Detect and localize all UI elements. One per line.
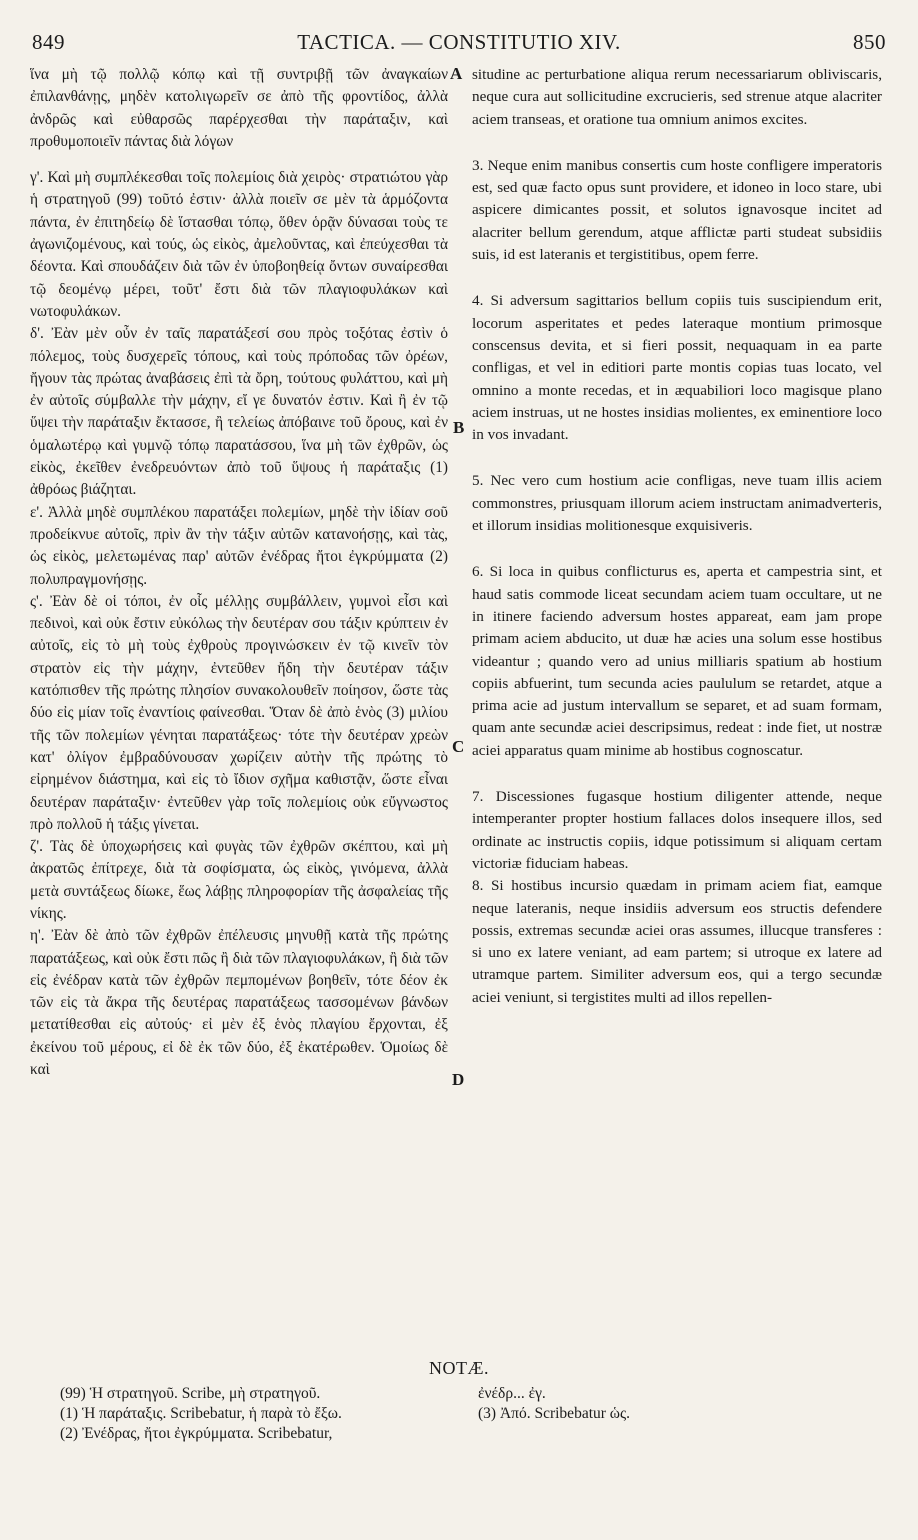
- running-header: [32, 30, 886, 60]
- margin-letter-b: B: [453, 418, 465, 437]
- greek-paragraph: γ'. Καὶ μὴ συμπλέκεσθαι τοῖς πολεμίοις διὰ χειρὸς· στρατιώτου γὰρ ἡ στρατηγοῦ (99) τοῦτό ἐστιν· ἀλλὰ ποιεῖν σε μὲν τὰ ἁρμόζοντα πάντα, ἐν ἐπιτηδείῳ δὲ ἵστασθαι τόπῳ, ὅθεν ὁρᾷν δύνασαι τοὺς τε ἀγωνιζομένους, καὶ τούς, ὡς εἰκὸς, ἀμελοῦντας, καὶ ἐπεύχεσθαι τὰ δέοντα. Καὶ σπουδάζειν διὰ τῶν ἐν ὑποβοηθείᾳ ὄντων συναίρεσθαι τῷ δεομένῳ μέρει, τοῦτ' ἔστι διὰ τῶν πλαγιοφυλάκων καὶ νωτοφυλάκων.: [30, 169, 448, 320]
- latin-paragraph: 6. Si loca in quibus conflicturus es, aperta et campestria sint, et haud satis commode liceat secundam aciem tuam occultare, ut ne in itinere faciendo adversum hostes appareat, eam jam prope primam aciem abducito, ut duæ hæ acies una solum esse hostibus videantur ; quando vero ad unius milliaris spatium ab hostium copiis abfuerint, tum secunda acies paululum se retardet, atque a prima acie ad justum intervallum se separet, et ad suam formam, quam ante secundæ aciei descripsimus, redeat : inde fiet, ut nostræ aciei apparatus quam minime ab hostibus cognoscatur.: [472, 563, 882, 759]
- notes-heading: NOTÆ.: [429, 1358, 489, 1378]
- margin-letter-c: C: [452, 737, 465, 756]
- page-number-left: 849: [32, 30, 65, 54]
- greek-paragraph: ζ'. Τὰς δὲ ὑποχωρήσεις καὶ φυγὰς τῶν ἐχθρῶν σκέπτου, καὶ μὴ ἀκρατῶς ἐπίτρεχε, διὰ τὰ σοφίσματα, ὡς εἰκὸς, γινόμενα, ἀλλὰ μετὰ συντάξεως δίωκε, ἕως λάβῃς πληροφορίαν τῆς ἀσφαλείας τῆς νίκης.: [30, 838, 448, 922]
- latin-paragraph: 5. Nec vero cum hostium acie confligas, neve tuam illis aciem commonstres, priusquam illorum aciem instructam animadverteris, et illorum insidias molitionesque exquisiveris.: [472, 472, 882, 535]
- latin-paragraph: situdine ac perturbatione aliqua rerum necessariarum obliviscaris, neque cura aut sollicitudine excrucieris, sed strenue atque alacriter aciem transeas, et oratione tua omnium animos excites.: [472, 66, 882, 128]
- latin-paragraph: 7. Discessiones fugasque hostium diligenter attende, neque intemperanter propter hostium fallaces dolos insequere illos, sed ordinate ac instructis copiis, idque potissimum si aliquam certam victoriæ fiduciam habeas.: [472, 788, 882, 872]
- greek-paragraph: η'. Ἐὰν δὲ ἀπὸ τῶν ἐχθρῶν ἐπέλευσις μηνυθῇ κατὰ τῆς πρώτης παρατάξεως, καὶ οὐκ ἔστι πῶς ἢ διὰ τῶν πλαγιοφυλάκων, ἢ διὰ τῶν εἰς ἐνέδραν κατὰ τῶν ἐχθρῶν πεμπομένων βοηθεῖν, τότε δέον ἐκ τῶν εἰς τὰ ἄκρα τῆς δευτέρας παρατάξεως τασσομένων βάνδων μετατίθεσθαι εἰς αὐτούς· εἰ μὲν ἐξ ἑνὸς πλαγίου ἔρχονται, ἐξ ἐκείνου τοῦ μέρους, εἰ δὲ ἐκ τῶν δύο, ἐξ ἑκατέρωθεν. Ὁμοίως δὲ καὶ: [30, 927, 448, 1079]
- latin-paragraph: 8. Si hostibus incursio quædam in primam aciem fiat, eamque neque lateranis, neque insidiis adversum eos structis defendere possis, extremas secundæ aciei oras assumes, illucque transferes : si uno ex latere veniant, ad eam partem; si utroque ex latere ad utramque partem. Similiter adversum eos, qui a tergo secundæ aciei veniunt, si tergistites multi ad illos repellen-: [472, 877, 882, 1006]
- margin-letter-d: D: [452, 1070, 465, 1089]
- notes-right: [478, 1384, 878, 1424]
- latin-paragraph: 3. Neque enim manibus consertis cum hoste confligere imperatoris est, sed quæ facto opus sunt providere, et idoneo in loco stare, ubi aspicere dimicantes possit, et solutos ignavosque incitet ad alacriter bellum gerendum, atque afflictæ parti studeat subsidiis suis, id est lateranis et tergistitibus, opem ferre.: [472, 156, 882, 264]
- greek-paragraph: δ'. Ἐὰν μὲν οὖν ἐν ταῖς παρατάξεσί σου πρὸς τοξότας ἐστὶν ὁ πόλεμος, τοὺς δυσχερεῖς τόπους, καὶ τοὺς πρόποδας τῶν ὀρέων, ἤγουν τὰς πρώτας ἀναβάσεις ἐπὶ τὰ ὄρη, τούτους φυλάττου, καὶ μὴ ἐν αὐτοῖς σύμβαλλε τὴν μάχην, εἴ γε δυνατόν ἐστιν. Καὶ ἢ ἐν τῷ ὕψει τὴν παράταξιν ἔκτασσε, ἢ τελείως ἀπόβαινε τοῦ ὄρους, καὶ ἐν ὁμαλωτέρῳ καὶ γυμνῷ τόπῳ παρατάσσου, ἵνα μὴ τῶν ἐχθρῶν, ὡς εἰκὸς, ἐκεῖθεν ἐνεδρευόντων ἀπὸ τοῦ ὕψους ἡ παράταξις (1) ἀθρόως βιάζηται.: [30, 325, 448, 499]
- greek-paragraph: ε'. Ἀλλὰ μηδὲ συμπλέκου παρατάξει πολεμίων, μηδὲ τὴν ἰδίαν σοῦ προδείκνυε αὐτοῖς, πρὶν ἂν τὴν τάξιν αὐτῶν κατανοήσῃς, καὶ τὰς, ὡς εἰκὸς, μελετωμένας παρ' αὐτῶν ἐνέδρας ἤτοι ἐγκρύμματα (2) πολυπραγμονήσῃς.: [30, 503, 448, 588]
- greek-paragraph: ς'. Ἐὰν δὲ οἱ τόποι, ἐν οἷς μέλλῃς συμβάλλειν, γυμνοὶ εἶσι καὶ πεδινοὶ, καὶ οὐκ ἔστιν εὐκόλως τὴν δευτέραν σου τάξιν κρύπτειν ἐν αὐτοῖς, εἰς τὸ μὴ τοὺς ἐχθροὺς προγινώσκειν ἐν τῷ κινεῖν τὸν στρατὸν εἰς τὴν μάχην, ἐντεῦθεν ἤδη τὴν δευτέραν τάξιν κατόπισθεν τῆς πρώτης πλησίον συνακολουθεῖν ποίησον, ὥστε τὰς δύο εἰς μίαν τοῖς ἐναντίοις φαίνεσθαι. Ὅταν δὲ ἀπὸ ἑνὸς (3) μιλίου τῆς τῶν πολεμίων γένηται παρατάξεως· τότε τὴν δευτέραν χρεὼν κατ' ὀλίγον ἐμβραδύνουσαν χωρίζειν αὐτὴν τῆς πρώτης τὸ εἰρημένον διάστημα, καὶ εἰς τὸ ἴδιον σχῆμα καθιστᾷν, ὥστε εἶναι δευτέραν παράταξιν· ἐντεῦθεν γὰρ τοῖς πολεμίοις οὐκ εὔγνωστος πρὸ πολλοῦ ἡ τάξις γίνεται.: [30, 592, 448, 833]
- note-line: (2) Ἐνέδρας, ἤτοι ἐγκρύμματα. Scribebatur,: [60, 1425, 333, 1442]
- latin-paragraph: 4. Si adversum sagittarios bellum copiis tuis suscipiendum erit, locorum asperitates et pedes lateraque montium primosque conscensus devita, et si fieri possit, nequaquam in ea parte confligas, et vel in editiori parte montis copias tuas locato, vel omnino a monte recedas, et in æquabiliori loco magisque plano aciem instruas, ut ne hostes insidias molientes, ex eminentiore loco in vos invadant.: [472, 292, 882, 444]
- page-title: TACTICA. — CONSTITUTIO XIV.: [297, 30, 621, 54]
- greek-paragraph: ἵνα μὴ τῷ πολλῷ κόπῳ καὶ τῇ συντριβῇ τῶν ἀναγκαίων ἐπιλανθάνῃς, μηδὲν κατολιγωρεῖν σε ἀπὸ τῆς φροντίδος, ἀλλὰ ἀνδρῶς καὶ εὐθαρσῶς παρέρχεσθαι τὴν παράταξιν, καὶ προθυμοποιεῖν πάντας διὰ λόγων: [30, 66, 448, 150]
- notes-left: [60, 1384, 460, 1444]
- greek-column: [30, 64, 448, 1081]
- note-line: (1) Ἡ παράταξις. Scribebatur, ἡ παρὰ τὸ ἔξω.: [60, 1405, 342, 1422]
- latin-column: [472, 64, 882, 1009]
- note-line: (99) Ἡ στρατηγοῦ. Scribe, μὴ στρατηγοῦ.: [60, 1385, 321, 1402]
- note-line: ἐνέδρ... ἐγ.: [478, 1385, 546, 1402]
- note-line: (3) Ἀπό. Scribebatur ὡς.: [478, 1405, 631, 1422]
- margin-letter-a: A: [450, 64, 463, 83]
- page-number-right: 850: [853, 30, 886, 54]
